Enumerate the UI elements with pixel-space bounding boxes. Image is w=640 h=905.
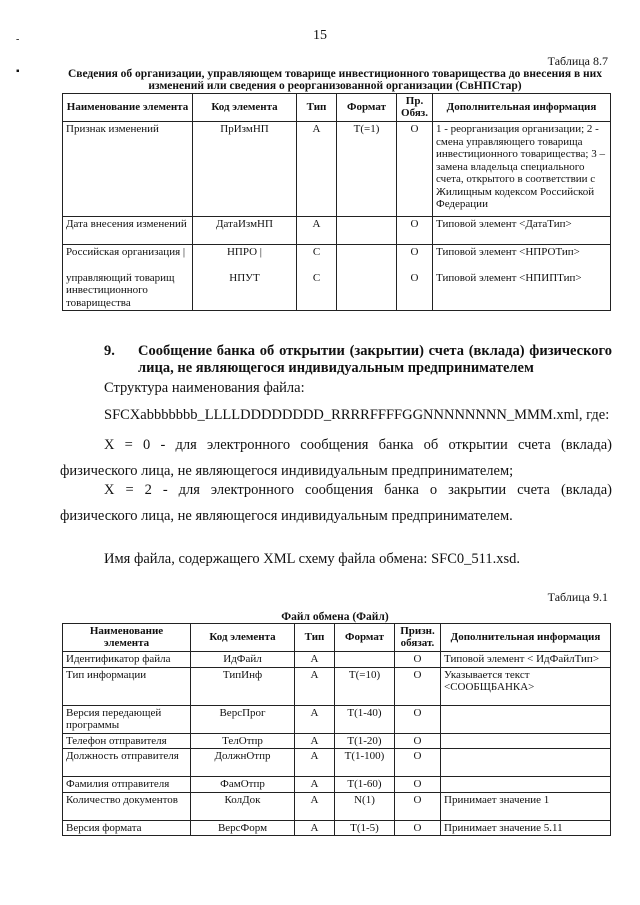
table-row — [63, 667, 611, 705]
table-header: Дополнительная информация — [441, 624, 611, 652]
paragraph: X = 2 - для электронного сообщения банка о закрытии счета (вклада) физического лица, не являющегося индивидуальным предпринимателем. — [60, 482, 612, 524]
table-header: Формат — [337, 94, 397, 122]
table-header: Дополнительная информация — [433, 94, 611, 122]
table-cell: О — [395, 652, 441, 668]
table-cell: О — [395, 733, 441, 749]
table-cell: Телефон отправителя — [63, 733, 191, 749]
table-cell: Т(1-60) — [335, 777, 395, 793]
table-cell: Указывается текст <СООБЩБАНКА> — [441, 667, 611, 705]
table-cell: Идентификатор файла — [63, 652, 191, 668]
table-header: Код элемента — [193, 94, 297, 122]
table-cell — [441, 733, 611, 749]
table-cell: ВерсПрог — [191, 705, 295, 733]
table-9-1-caption: Таблица 9.1 — [547, 590, 608, 604]
table-cell: О — [397, 217, 433, 245]
table-cell — [337, 245, 397, 271]
table-8-7-caption: Таблица 8.7 — [547, 54, 608, 68]
table-row — [63, 652, 611, 668]
table-cell: А — [295, 749, 335, 777]
table-cell: Количество документов — [63, 792, 191, 820]
table-cell: Тип информации — [63, 667, 191, 705]
table-cell: Фамилия отправителя — [63, 777, 191, 793]
table-header: Наименование элемента — [63, 94, 193, 122]
table-cell — [441, 777, 611, 793]
table-cell: Должность отправителя — [63, 749, 191, 777]
table-cell: Типовой элемент <НПРОТип> — [433, 245, 611, 271]
table-row — [63, 122, 611, 217]
section-title: Сообщение банка об открытии (закрытии) счета (вклада) физического лица, не являющегося индивидуальным предпринимателем — [138, 343, 612, 376]
section-heading — [104, 343, 612, 377]
table-cell: ФамОтпр — [191, 777, 295, 793]
table-header: Код элемента — [191, 624, 295, 652]
file-name-pattern: SFCXabbbbbbb_LLLLDDDDDDDD_RRRRFFFFGGNNNNNNNN_MMM.xml, где: — [104, 407, 610, 423]
table-row — [63, 705, 611, 733]
table-cell: Российская организация | — [63, 245, 193, 271]
table-cell — [441, 749, 611, 777]
table-row — [63, 245, 611, 271]
table-9-1 — [62, 623, 611, 836]
table-row — [63, 217, 611, 245]
table-cell: Т(1-5) — [335, 820, 395, 836]
table-cell — [337, 271, 397, 311]
table-cell: ДолжнОтпр — [191, 749, 295, 777]
table-cell: Т(1-100) — [335, 749, 395, 777]
table-cell: А — [295, 733, 335, 749]
table-cell: О — [397, 245, 433, 271]
table-row — [63, 271, 611, 311]
table-cell — [335, 652, 395, 668]
table-header: Наименование элемента — [63, 624, 191, 652]
table-cell: Принимает значение 5.11 — [441, 820, 611, 836]
table-cell: Признак изменений — [63, 122, 193, 217]
paragraph: Структура наименования файла: — [104, 380, 305, 396]
table-header: Призн. обязат. — [395, 624, 441, 652]
table-row — [63, 733, 611, 749]
table-cell: Дата внесения изменений — [63, 217, 193, 245]
table-8-7-title: Сведения об организации, управляющем товарище инвестиционного товарищества до внесения в них изменений или сведения о реорганизованной организации (СвНПСтар) — [67, 68, 603, 92]
table-cell: ПрИзмНП — [193, 122, 297, 217]
table-cell: А — [297, 122, 337, 217]
table-cell: Типовой элемент <ДатаТип> — [433, 217, 611, 245]
table-cell: Т(1-40) — [335, 705, 395, 733]
table-header: Тип — [295, 624, 335, 652]
table-cell: НПРО | — [193, 245, 297, 271]
table-header: Пр. Обяз. — [397, 94, 433, 122]
table-cell — [441, 705, 611, 733]
table-cell: Т(=10) — [335, 667, 395, 705]
table-cell: А — [295, 667, 335, 705]
page-number: 15 — [313, 28, 327, 43]
table-row — [63, 749, 611, 777]
table-cell: ТелОтпр — [191, 733, 295, 749]
table-cell: НПУТ — [193, 271, 297, 311]
table-row — [63, 792, 611, 820]
table-cell: О — [395, 777, 441, 793]
table-cell: ДатаИзмНП — [193, 217, 297, 245]
table-row — [63, 777, 611, 793]
table-cell: Принимает значение 1 — [441, 792, 611, 820]
table-8-7 — [62, 93, 611, 311]
table-cell — [337, 217, 397, 245]
table-header: Тип — [297, 94, 337, 122]
paragraph: Имя файла, содержащего XML схему файла обмена: SFC0_511.xsd. — [104, 551, 520, 567]
table-row — [63, 820, 611, 836]
table-cell: Типовой элемент < ИдФайлТип> — [441, 652, 611, 668]
table-cell: КолДок — [191, 792, 295, 820]
margin-mark: - — [16, 34, 20, 45]
table-cell: Т(=1) — [337, 122, 397, 217]
table-9-1-title: Файл обмена (Файл) — [281, 611, 389, 623]
table-cell: Версия передающей программы — [63, 705, 191, 733]
table-cell: ВерсФорм — [191, 820, 295, 836]
table-cell: 1 - реорганизация организации; 2 - смена управляющего товарища инвестиционного товарищества; 3 – замена владельца специального счета, открытого в соответствии с Жилищным кодексом Российской Федерации — [433, 122, 611, 217]
table-cell: О — [397, 122, 433, 217]
section-number: 9. — [104, 343, 115, 359]
table-cell: О — [395, 749, 441, 777]
table-cell: ТипИнф — [191, 667, 295, 705]
table-cell: О — [397, 271, 433, 311]
table-cell: ИдФайл — [191, 652, 295, 668]
table-cell: А — [295, 705, 335, 733]
table-cell: С — [297, 271, 337, 311]
table-cell: О — [395, 667, 441, 705]
table-cell: О — [395, 792, 441, 820]
table-cell: О — [395, 820, 441, 836]
margin-mark: ▪ — [16, 66, 20, 77]
table-cell: А — [297, 217, 337, 245]
table-cell: О — [395, 705, 441, 733]
paragraph: X = 0 - для электронного сообщения банка об открытии счета (вклада) физического лица, не являющегося индивидуальным предпринимателем; — [60, 437, 612, 479]
table-cell: А — [295, 792, 335, 820]
table-cell: Т(1-20) — [335, 733, 395, 749]
table-cell: Типовой элемент <НПИПТип> — [433, 271, 611, 311]
table-cell: А — [295, 777, 335, 793]
table-header: Формат — [335, 624, 395, 652]
table-cell: С — [297, 245, 337, 271]
table-cell: А — [295, 652, 335, 668]
table-cell: А — [295, 820, 335, 836]
table-cell: N(1) — [335, 792, 395, 820]
table-cell: Версия формата — [63, 820, 191, 836]
table-cell: управляющий товарищ инвестиционного товарищества — [63, 271, 193, 311]
